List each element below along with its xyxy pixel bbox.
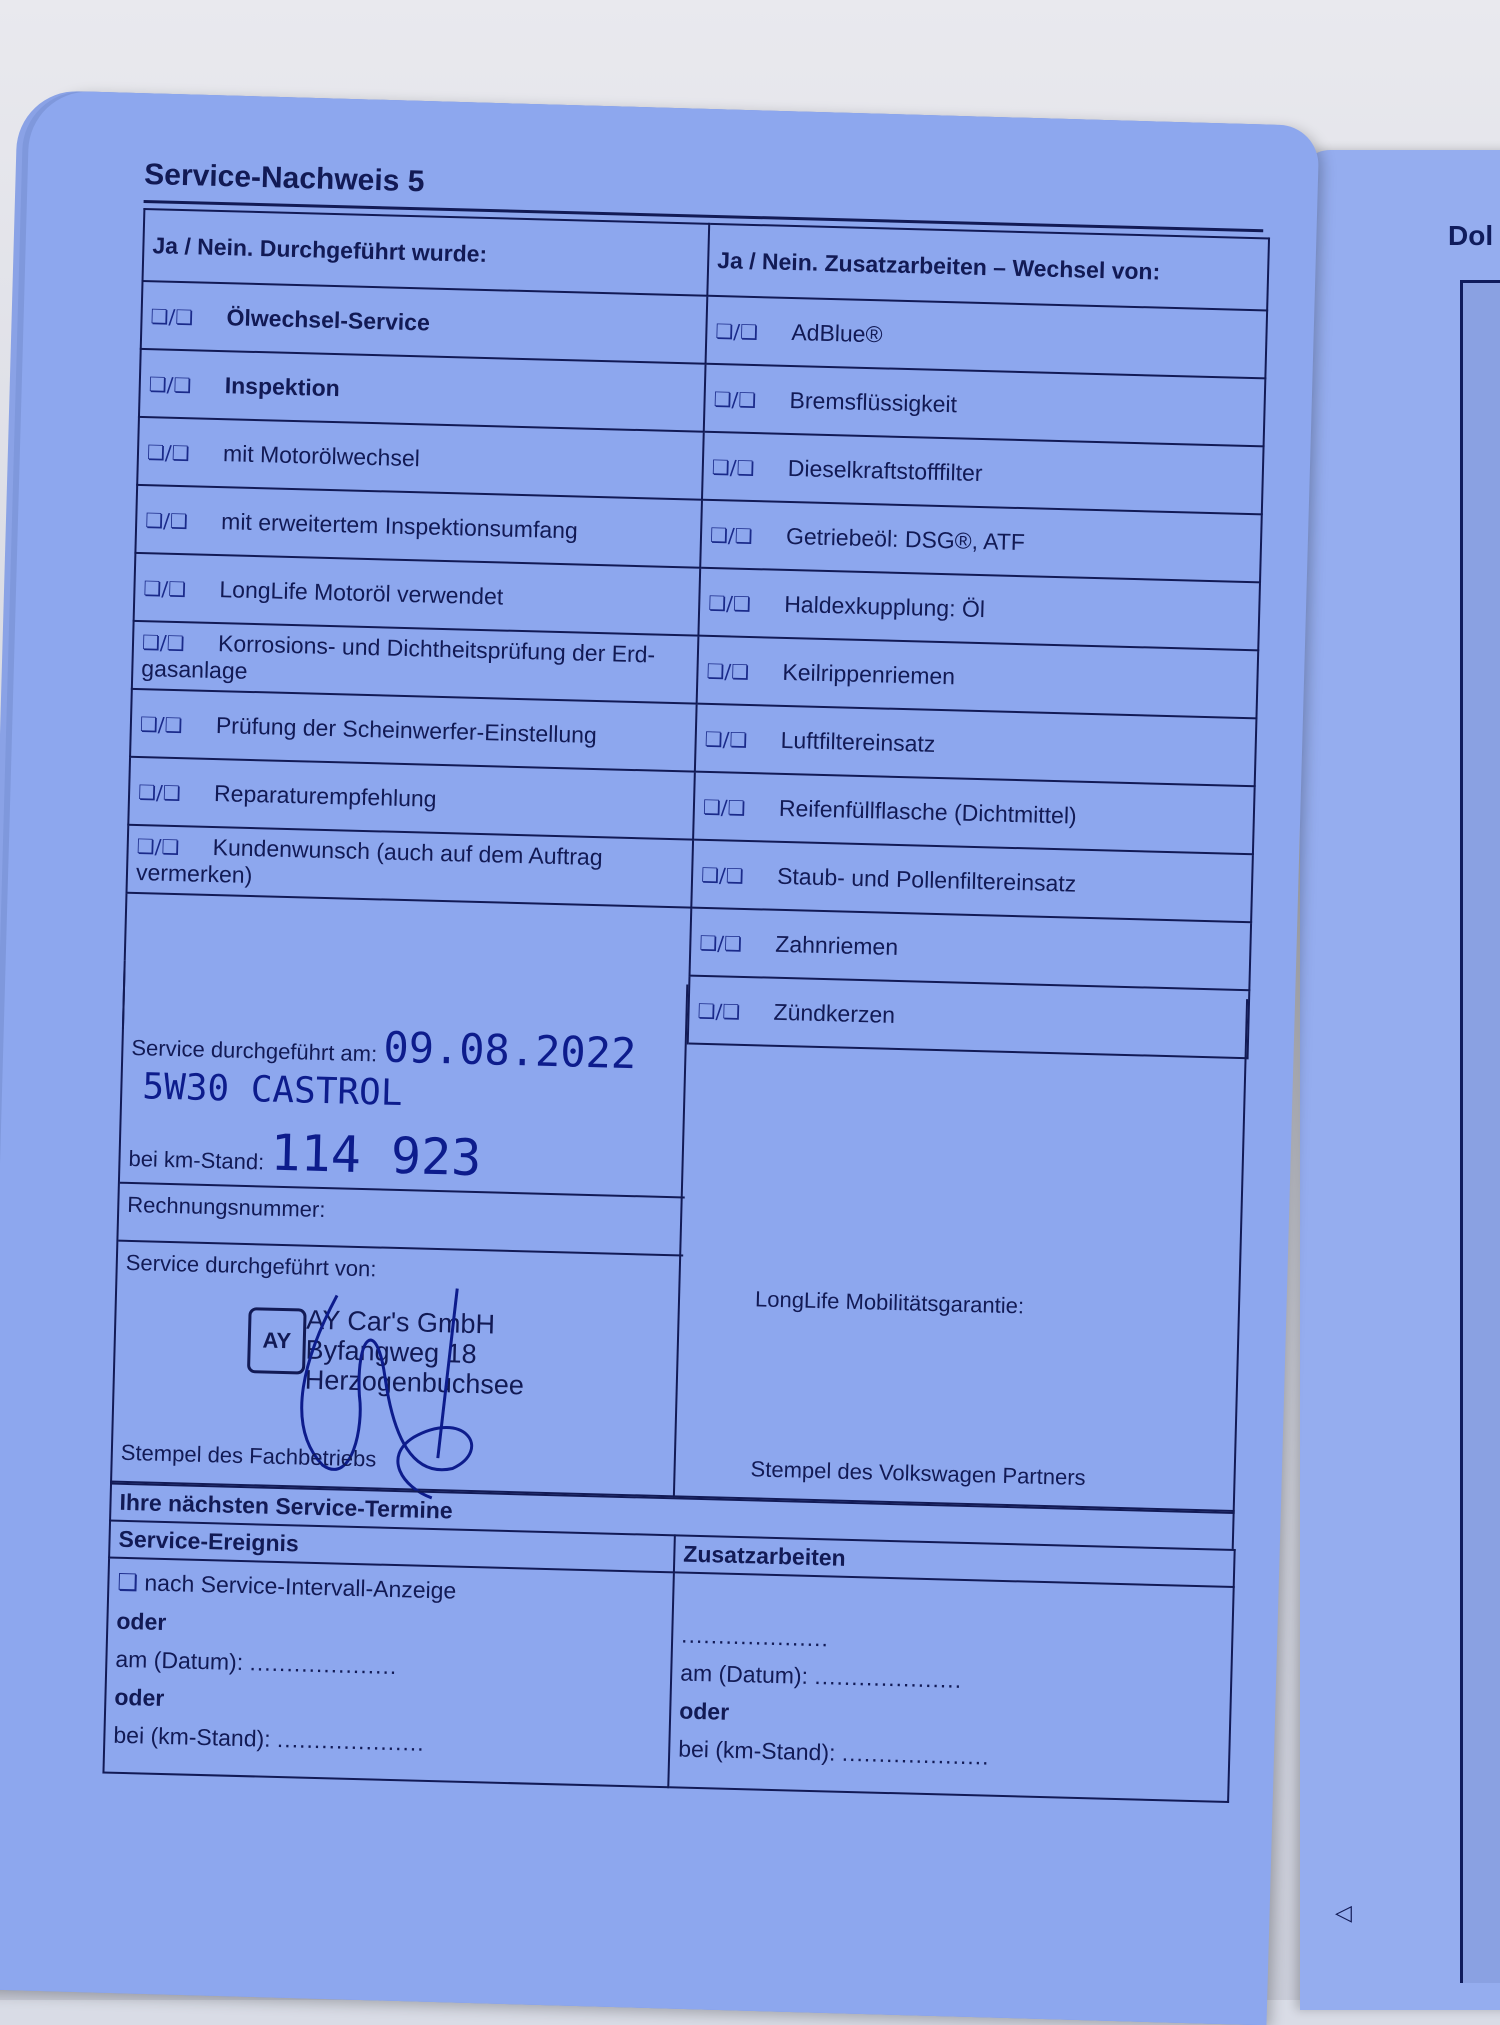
yes-no-checkbox[interactable]: ❏/❏	[137, 779, 182, 805]
right-item-label: Bremsflüssigkeit	[789, 386, 958, 417]
oil-note: 5W30 CASTROL	[141, 1066, 403, 1115]
extra-km-dots: ....................	[841, 1739, 990, 1770]
right-item-label: AdBlue®	[791, 318, 883, 347]
yes-no-checkbox[interactable]: ❏/❏	[702, 794, 746, 820]
yes-no-checkbox[interactable]: ❏/❏	[709, 522, 753, 548]
yes-no-checkbox[interactable]: ❏/❏	[715, 318, 759, 344]
yes-no-checkbox[interactable]: ❏/❏	[150, 303, 194, 329]
extra-header: Zusatzarbeiten	[674, 1535, 1235, 1587]
extra-oder: oder	[678, 1697, 730, 1725]
event-date-label: am (Datum):	[115, 1645, 244, 1676]
service-date-label: Service durchgeführt am:	[131, 1034, 378, 1067]
yes-no-checkbox[interactable]: ❏/❏	[141, 630, 185, 656]
event-km-label: bei (km-Stand):	[113, 1721, 271, 1752]
left-item-label: Prüfung der Scheinwerfer-Einstellung	[215, 711, 598, 748]
right-item-label: Zahnriemen	[775, 930, 899, 960]
right-item-label: Luftfiltereinsatz	[780, 726, 936, 757]
yes-no-checkbox[interactable]: ❏/❏	[713, 386, 757, 412]
yes-no-checkbox[interactable]: ❏/❏	[704, 726, 748, 752]
stamp-line-2: Byfangweg 18	[305, 1334, 478, 1370]
left-column-header: Ja / Nein. Durchgeführt wurde:	[143, 209, 710, 296]
event-date-dots: ....................	[249, 1649, 398, 1680]
yes-no-checkbox[interactable]: ❏/❏	[699, 930, 743, 956]
km-label: bei km-Stand:	[128, 1145, 265, 1175]
guarantee-box	[675, 985, 1248, 1512]
left-item-label: mit Motorölwechsel	[222, 439, 421, 471]
yes-no-checkbox[interactable]: ❏/❏	[143, 575, 187, 601]
yes-no-checkbox[interactable]: ❏/❏	[706, 658, 750, 684]
right-page-edge-text: Dol	[1448, 220, 1494, 251]
service-date-value: 09.08.2022	[382, 1022, 637, 1079]
yes-no-checkbox[interactable]: ❏/❏	[711, 454, 755, 480]
yes-no-checkbox[interactable]: ❏/❏	[697, 998, 741, 1024]
service-table	[122, 208, 1270, 1059]
right-page	[1300, 150, 1500, 2010]
stamp-line-1: AY Car's GmbH	[305, 1304, 496, 1340]
page-turn-triangle-icon: ◁	[1335, 1900, 1352, 1925]
right-item-label: Haldexkupplung: Öl	[783, 590, 986, 622]
event-km-dots: ....................	[276, 1726, 426, 1756]
extra-cell	[668, 1572, 1233, 1802]
left-item-label: Reparaturempfehlung	[213, 779, 437, 812]
extra-km-label: bei (km-Stand):	[677, 1735, 836, 1766]
interval-option: nach Service-Intervall-Anzeige	[144, 1569, 457, 1604]
extra-date-label: am (Datum):	[679, 1659, 809, 1689]
left-item-label: mit erweitertem Inspektionsumfang	[220, 507, 579, 543]
left-item-label: Ölwechsel-Service	[226, 303, 431, 336]
extra-dots: ....................	[680, 1621, 830, 1652]
yes-no-checkbox[interactable]: ❏/❏	[700, 862, 745, 888]
service-by-label: Service durchgeführt von:	[125, 1249, 377, 1282]
right-item-label: Zündkerzen	[773, 998, 896, 1028]
oder-1: oder	[116, 1607, 167, 1636]
event-cell: ❏ nach Service-Intervall-Anzeige oder am (Datum): .................... oder bei (km-Stand): ....................	[103, 1558, 673, 1788]
guarantee-label: LongLife Mobilitätsgarantie:	[754, 1286, 1025, 1319]
oder-2: oder	[114, 1683, 165, 1712]
next-service-title: Ihre nächsten Service-Termine	[109, 1483, 1235, 1549]
left-item-label: Kundenwunsch (auch auf dem Auftrag vermerken)	[135, 834, 603, 889]
page-title: Service-Nachweis 5	[143, 157, 425, 199]
left-item-label: Korrosions- und Dichtheitsprüfung der Erd-gasanlage	[141, 630, 656, 684]
service-done-box	[110, 970, 688, 1498]
left-item-label: Inspektion	[224, 371, 341, 401]
left-item-label: LongLife Motoröl verwendet	[219, 575, 504, 610]
yes-no-checkbox[interactable]: ❏/❏	[707, 590, 752, 616]
right-item-label: Getriebeöl: DSG®, ATF	[785, 522, 1026, 555]
right-item-label: Reifenfüllflasche (Dichtmittel)	[778, 794, 1078, 829]
next-service-table	[102, 1520, 1235, 1803]
signature	[262, 1274, 528, 1511]
next-service-section	[102, 1483, 1234, 1803]
stamp-logo: AY	[247, 1307, 307, 1374]
yes-no-checkbox[interactable]: ❏/❏	[148, 371, 192, 397]
event-header: Service-Ereignis	[109, 1521, 675, 1573]
stamp-line-3: Herzogenbuchsee	[304, 1364, 525, 1401]
right-column-header: Ja / Nein. Zusatzarbeiten – Wechsel von:	[707, 224, 1269, 311]
guarantee-caption: Stempel des Volkswagen Partners	[750, 1456, 1086, 1491]
right-item-label: Dieselkraftstofffilter	[787, 454, 983, 486]
right-item-label: Staub- und Pollenfiltereinsatz	[776, 862, 1077, 897]
yes-no-checkbox[interactable]: ❏/❏	[144, 507, 189, 533]
invoice-label: Rechnungsnummer:	[127, 1191, 326, 1223]
right-page-box	[1460, 280, 1500, 1983]
yes-no-checkbox[interactable]: ❏/❏	[146, 439, 190, 465]
yes-no-checkbox[interactable]: ❏/❏	[139, 711, 183, 737]
yes-no-checkbox[interactable]: ❏/❏	[136, 834, 180, 860]
service-sheet	[98, 148, 1295, 1987]
right-item-label: Keilrippenriemen	[782, 658, 956, 689]
stamp-caption: Stempel des Fachbetriebs	[120, 1439, 377, 1472]
km-value: 114 923	[269, 1123, 483, 1188]
extra-date-dots: ....................	[814, 1663, 963, 1693]
lower-section	[110, 970, 1248, 1512]
